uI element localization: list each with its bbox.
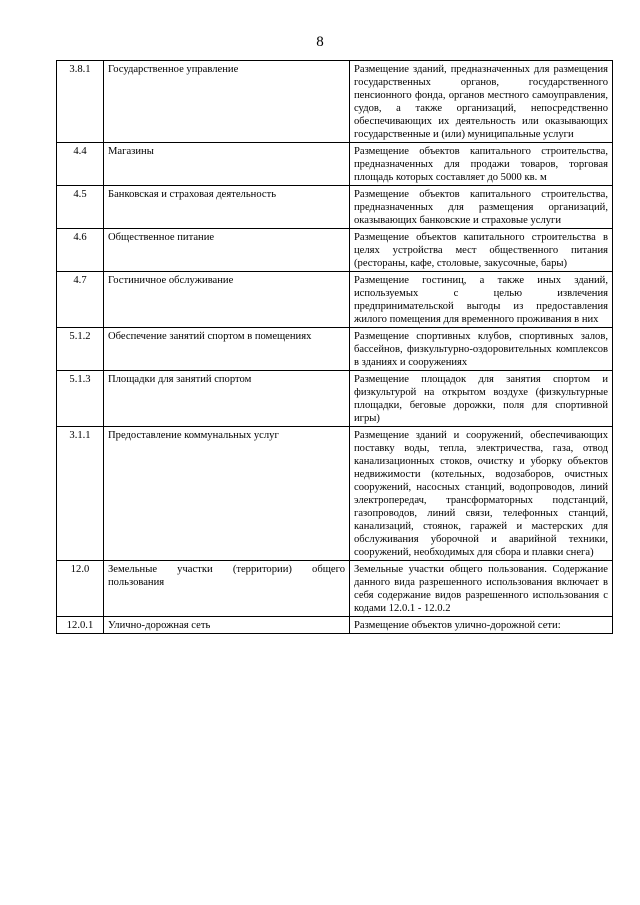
page-number: 8: [316, 34, 324, 50]
row-code: 5.1.3: [57, 371, 104, 427]
table-row: [57, 427, 613, 561]
row-code: 5.1.2: [57, 328, 104, 371]
table-row: [57, 61, 613, 143]
row-description: Размещение объектов капитального строительства, предназначенных для размещения организаций, оказывающих банковские и страховые услуги: [350, 186, 613, 229]
table-row: [57, 186, 613, 229]
row-code: 4.4: [57, 143, 104, 186]
row-description: Размещение объектов улично-дорожной сети:: [350, 617, 613, 634]
row-name: Гостиничное обслуживание: [104, 272, 350, 328]
table-row: [57, 229, 613, 272]
table-row: [57, 617, 613, 634]
row-description: Размещение площадок для занятия спортом и физкультурой на открытом воздухе (физкультурные площадки, беговые дорожки, поля для спортивной игры): [350, 371, 613, 427]
row-code: 12.0.1: [57, 617, 104, 634]
row-name: Улично-дорожная сеть: [104, 617, 350, 634]
row-name: Обеспечение занятий спортом в помещениях: [104, 328, 350, 371]
row-description: Земельные участки общего пользования. Содержание данного вида разрешенного использования включает в себя содержание видов разрешенного использования с кодами 12.0.1 - 12.0.2: [350, 561, 613, 617]
row-name: Общественное питание: [104, 229, 350, 272]
row-code: 4.7: [57, 272, 104, 328]
row-description: Размещение зданий и сооружений, обеспечивающих поставку воды, тепла, электричества, газа, отвод канализационных стоков, очистку и уборку объектов недвижимости (котельных, водозаборов, очистных сооружений, насосных станций, водопроводов, линий электропередач, трансформаторных подстанций, газопроводов, линий связи, телефонных станций, канализаций, стоянок, гаражей и мастерских для обслуживания уборочной и аварийной техники, сооружений, необходимых для сбора и плавки снега): [350, 427, 613, 561]
row-code: 4.5: [57, 186, 104, 229]
row-name: Банковская и страховая деятельность: [104, 186, 350, 229]
row-description: Размещение объектов капитального строительства, предназначенных для продажи товаров, торговая площадь которых составляет до 5000 кв. м: [350, 143, 613, 186]
row-code: 12.0: [57, 561, 104, 617]
row-code: 3.8.1: [57, 61, 104, 143]
row-name: Государственное управление: [104, 61, 350, 143]
row-code: 3.1.1: [57, 427, 104, 561]
table-row: [57, 561, 613, 617]
row-description: Размещение спортивных клубов, спортивных залов, бассейнов, физкультурно-оздоровительных комплексов в зданиях и сооружениях: [350, 328, 613, 371]
row-description: Размещение гостиниц, а также иных зданий, используемых с целью извлечения предпринимательской выгоды из предоставления жилого помещения для временного проживания в них: [350, 272, 613, 328]
table-row: [57, 328, 613, 371]
row-name: Предоставление коммунальных услуг: [104, 427, 350, 561]
table-row: [57, 143, 613, 186]
row-description: Размещение зданий, предназначенных для размещения государственных органов, государственного пенсионного фонда, органов местного самоуправления, судов, а также организаций, непосредственно обеспечивающих их деятельность или оказывающих государственные и (или) муниципальные услуги: [350, 61, 613, 143]
land-use-table: [56, 60, 613, 634]
row-name: Магазины: [104, 143, 350, 186]
table-row: [57, 272, 613, 328]
row-name: Земельные участки (территории) общего пользования: [104, 561, 350, 617]
table-row: [57, 371, 613, 427]
row-code: 4.6: [57, 229, 104, 272]
row-name: Площадки для занятий спортом: [104, 371, 350, 427]
row-description: Размещение объектов капитального строительства в целях устройства мест общественного питания (рестораны, кафе, столовые, закусочные, бары): [350, 229, 613, 272]
